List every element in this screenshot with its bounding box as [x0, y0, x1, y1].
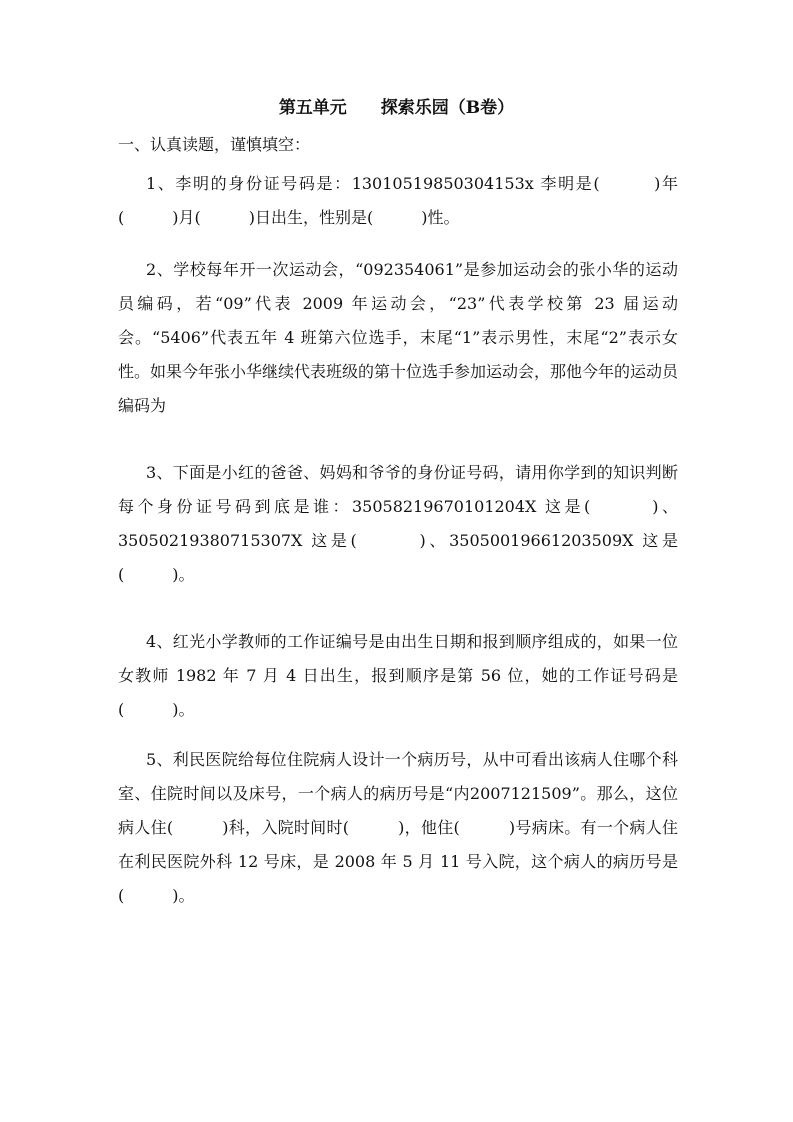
- page-title: 第五单元 探索乐园（B卷）: [278, 98, 515, 118]
- question-2: 2、学校每年开一次运动会，“092354061”是参加运动会的张小华的运动员编码，若“09”代表 2009 年运动会，“23”代表学校第 23 届运动会。“5406”代表五年 4 班第六位选手，末尾“1”表示男性，末尾“2”表示女性。如果今年张小华继续代表班级的第十位选手参加运动会，那他今年的运动员编码为: [118, 260, 679, 415]
- question-4: 4、红光小学教师的工作证编号是由出生日期和报到顺序组成的，如果一位女教师 1982 年 7 月 4 日出生，报到顺序是第 56 位，她的工作证号码是( )。: [118, 632, 678, 719]
- question-3: 3、下面是小红的爸爸、妈妈和爷爷的身份证号码，请用你学到的知识判断每个身份证号码到底是谁：35058219670101204X 这是( )、35050219380715307X 这是( )、35050019661203509X 这是( )。: [118, 463, 678, 584]
- question-1: 1、李明的身份证号码是：13010519850304153x 李明是( )年( )月( )日出生，性别是( )性。: [118, 174, 678, 227]
- question-5: 5、利民医院给每位住院病人设计一个病历号，从中可看出该病人住哪个科室、住院时间以及床号，一个病人的病历号是“内2007121509”。那么，这位病人住( )科，入院时间时( )，他住( )号病床。有一个病人住在利民医院外科 12 号床，是 2008 年 5 月 11 号入院，这个病人的病历号是( )。: [118, 750, 678, 905]
- section-heading: 一、认真读题，谨慎填空：: [118, 135, 311, 154]
